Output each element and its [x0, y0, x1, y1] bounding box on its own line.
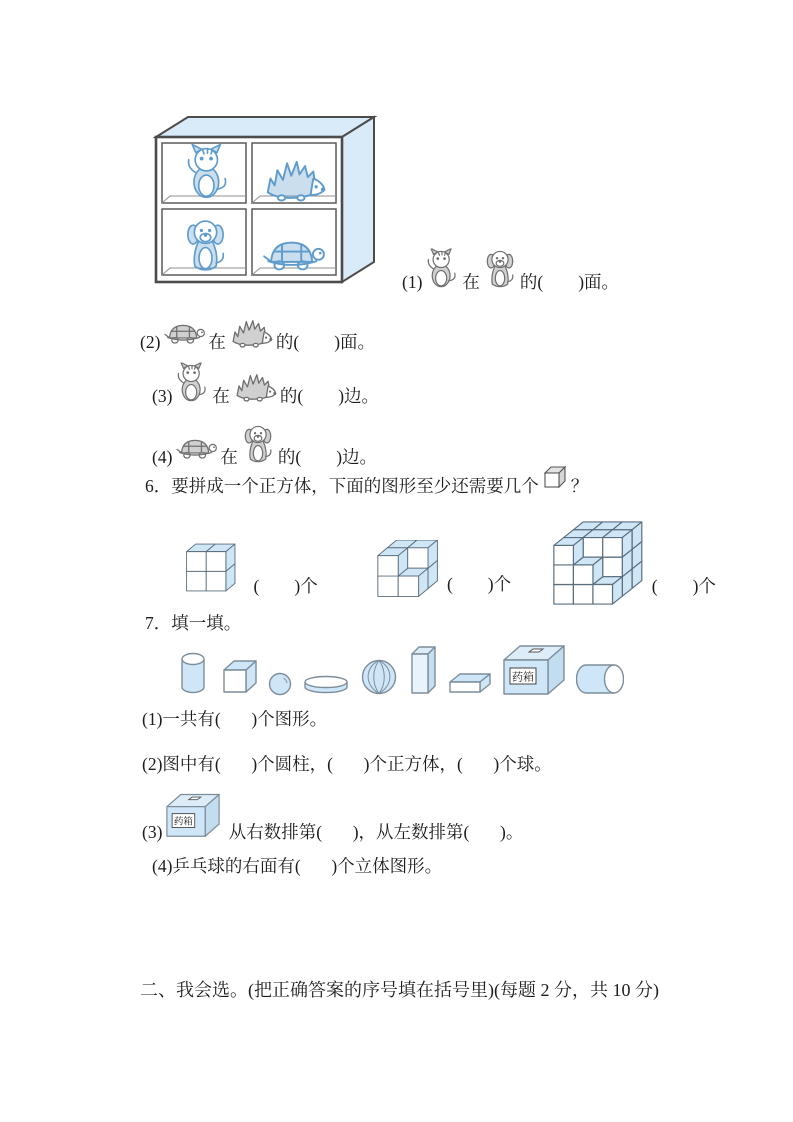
medicine-box-icon [502, 642, 566, 696]
cylinder-standing-icon [178, 650, 208, 696]
cat-icon [425, 248, 459, 294]
q5-line-4 [152, 421, 377, 469]
q6-title: 6．要拼成一个正方体，下面的图形至少还需要几个 [145, 476, 539, 497]
q5-2-num: (2) [140, 332, 161, 353]
hedgehog-icon [233, 370, 277, 408]
q7-line-1 [142, 708, 327, 731]
q7-shapes-row [178, 640, 624, 696]
unit-cube-icon [542, 464, 568, 494]
q5-4-conn: 在 [220, 447, 238, 468]
cat-icon [175, 362, 209, 408]
q6-blank-2: ( )个 [446, 574, 512, 594]
q5-line-1 [402, 246, 619, 294]
section2-header: 二、我会选。(把正确答案的序号填在括号里)(每题 2 分，共 10 分) [140, 980, 659, 1000]
q5-3-conn: 在 [212, 386, 230, 407]
q5-2-tail: 的( )面。 [275, 332, 376, 353]
q5-2-conn: 在 [208, 332, 226, 353]
q7-line-4 [152, 855, 442, 878]
dog-icon [483, 248, 517, 294]
q6-figure-1-group [176, 538, 318, 600]
cylinder-lying-icon [576, 662, 624, 696]
medicine-box-label: 药箱 [174, 816, 194, 828]
turtle-icon [163, 319, 205, 354]
cube-icon [218, 656, 258, 696]
q5-1-num: (1) [402, 272, 423, 293]
medicine-box-label: 药箱 [512, 671, 534, 684]
q7-line-2 [142, 753, 552, 776]
cabinet-svg [148, 111, 378, 287]
small-sphere-icon [268, 672, 292, 696]
hedgehog-icon [229, 316, 273, 354]
q7-2-text: (2)图中有( )个圆柱，( )个正方体，( )个球。 [142, 754, 552, 774]
flat-cylinder-icon [302, 674, 350, 696]
q6-figures-row [176, 516, 776, 614]
tall-cuboid-icon [408, 644, 438, 696]
dog-icon [241, 423, 275, 469]
q7-4-text: (4)乒乓球的右面有( )个立体图形。 [152, 856, 443, 876]
q7-3-num: (3) [142, 822, 163, 843]
q5-1-tail: 的( )面。 [519, 272, 620, 293]
q5-4-tail: 的( )边。 [277, 447, 378, 468]
cube-figure-2 [370, 540, 439, 598]
q6-figure-2-group [370, 540, 511, 598]
turtle-icon [175, 434, 217, 469]
cabinet-illustration [148, 111, 378, 292]
medicine-box-icon [165, 791, 221, 844]
q6-blank-1: ( )个 [253, 576, 318, 596]
q7-title: 7．填一填。 [145, 613, 242, 633]
q7-line-3 [142, 788, 523, 844]
ball-icon [360, 658, 398, 696]
q6-title-line [145, 468, 588, 498]
q5-3-num: (3) [152, 386, 173, 407]
q5-line-3 [152, 360, 379, 408]
cube-figure-3 [548, 520, 644, 606]
q5-3-tail: 的( )边。 [279, 386, 380, 407]
q6-blank-3: ( )个 [651, 576, 716, 596]
q6-suffix: ？ [570, 476, 589, 497]
cabinet-side-face [342, 117, 374, 282]
q7-3-tail: 从右数排第( )，从左数排第( )。 [224, 822, 524, 843]
cube-figure-1 [176, 538, 246, 600]
q5-line-2 [140, 308, 375, 354]
q7-1-text: (1)一共有( )个图形。 [142, 709, 328, 729]
q6-figure-3-group [548, 520, 716, 606]
q7-title-line [145, 612, 241, 635]
flat-cuboid-icon [448, 670, 492, 696]
q5-4-num: (4) [152, 447, 173, 468]
q5-1-conn: 在 [462, 272, 480, 293]
cabinet-top-face [156, 117, 374, 137]
